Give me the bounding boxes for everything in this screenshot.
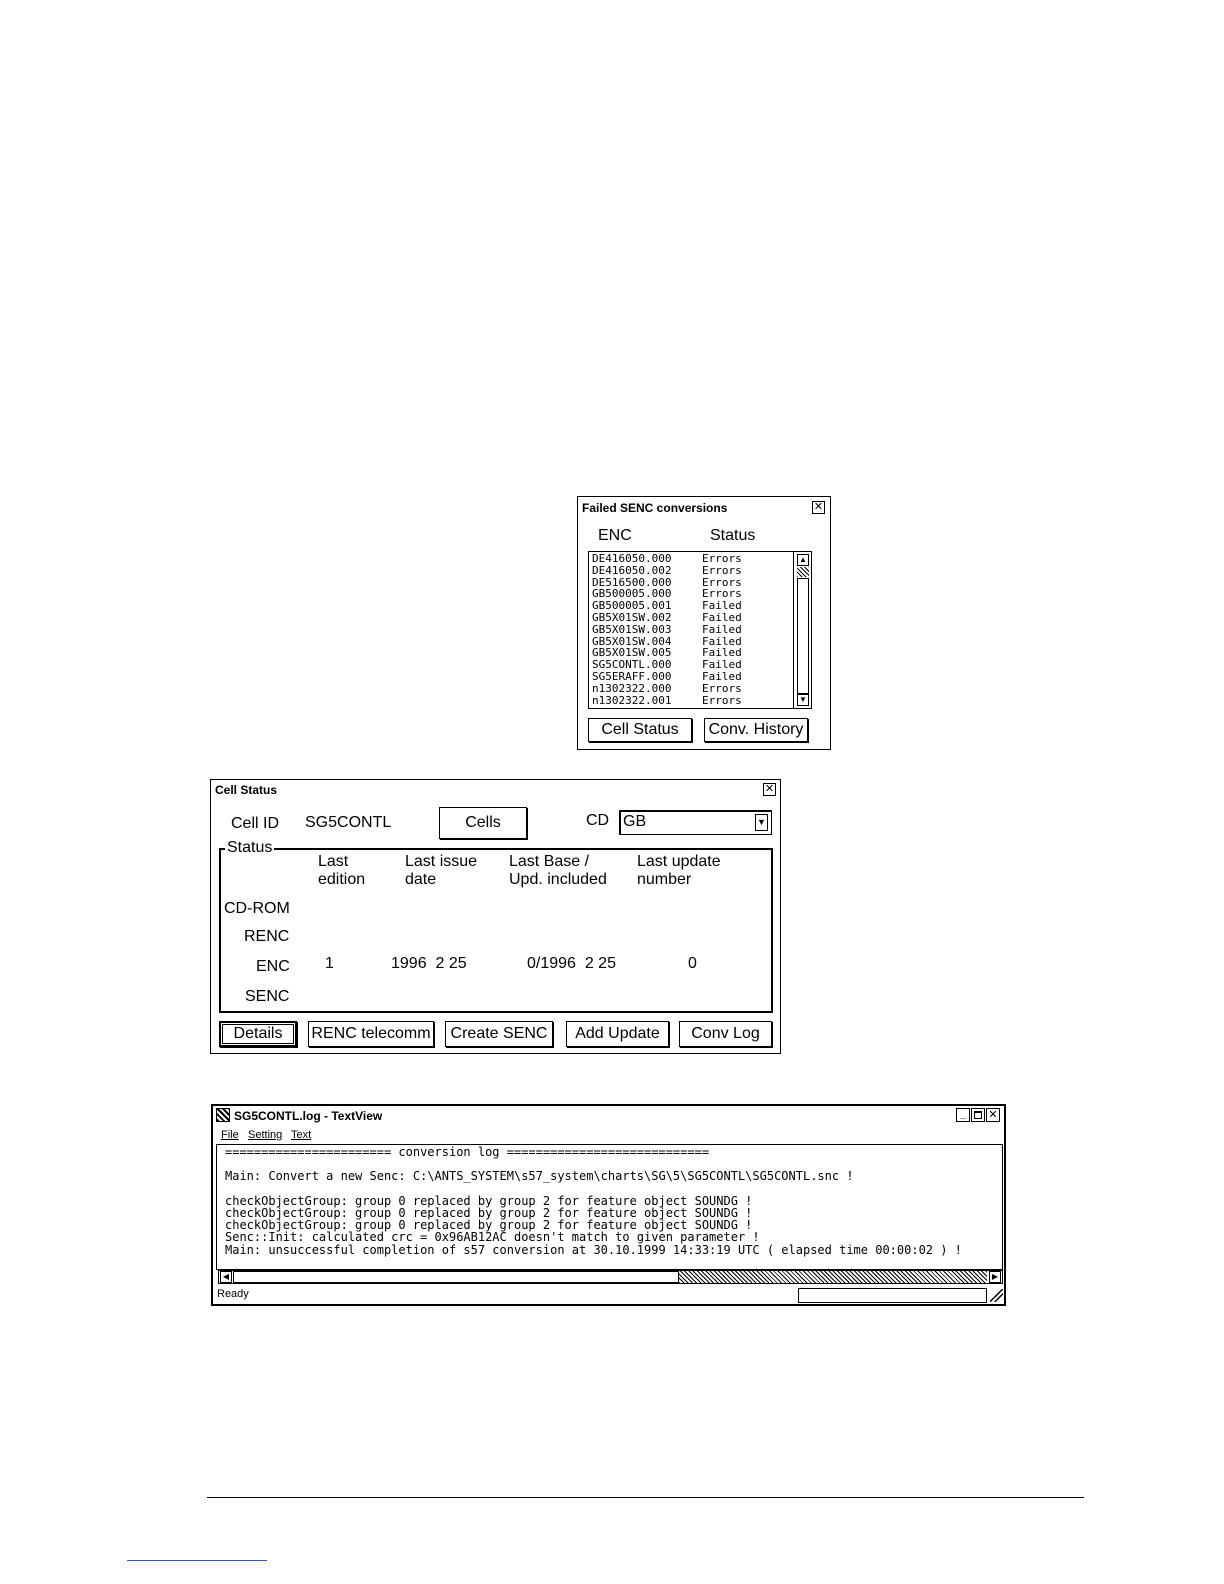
scroll-track[interactable] bbox=[679, 1271, 987, 1283]
log-line: Main: unsuccessful completion of s57 conversion at 30.10.1999 14:33:19 UTC ( elapsed time 00:00:02 ) ! bbox=[225, 1242, 962, 1257]
details-button-label: Details bbox=[222, 1024, 294, 1044]
col-header-status: Status bbox=[710, 527, 756, 544]
log-line: checkObjectGroup: group 0 replaced by group 2 for feature object SOUNDG ! bbox=[225, 1218, 753, 1233]
resize-grip-icon[interactable] bbox=[990, 1289, 1003, 1302]
list-item-status: Failed bbox=[702, 634, 742, 648]
cell-status-dialog bbox=[210, 779, 781, 1054]
chevron-down-icon[interactable]: ▼ bbox=[755, 814, 768, 831]
cell-id-label: Cell ID bbox=[231, 815, 280, 832]
renc-telecomm-button[interactable]: RENC telecomm bbox=[308, 1021, 434, 1047]
list-item-status: Errors bbox=[702, 575, 742, 589]
create-senc-button[interactable]: Create SENC bbox=[445, 1021, 553, 1047]
scroll-left-icon[interactable]: ◀ bbox=[220, 1271, 232, 1283]
list-item-enc[interactable]: GB5X01SW.004 bbox=[592, 634, 672, 648]
scroll-thumb[interactable] bbox=[233, 1271, 679, 1283]
scroll-right-icon[interactable]: ▶ bbox=[989, 1271, 1001, 1283]
list-item-status: Failed bbox=[702, 611, 742, 624]
cd-select-value: GB bbox=[623, 813, 647, 830]
list-item-status: Errors bbox=[702, 587, 742, 601]
close-icon[interactable]: ✕ bbox=[986, 1108, 1000, 1122]
list-item-status: Failed bbox=[702, 646, 742, 660]
failed-senc-title: Failed SENC conversions bbox=[582, 501, 728, 515]
header-last-update-1: Last update bbox=[637, 853, 721, 870]
header-last-edition-2: edition bbox=[318, 871, 366, 888]
textview-title: SG5CONTL.log - TextView bbox=[234, 1109, 383, 1123]
conv-log-button[interactable]: Conv Log bbox=[679, 1021, 772, 1047]
cell-status-button[interactable]: Cell Status bbox=[588, 718, 692, 742]
vertical-scrollbar[interactable] bbox=[793, 552, 812, 708]
failed-senc-dialog bbox=[577, 496, 831, 750]
list-item-status: Errors bbox=[702, 693, 742, 707]
list-item-enc[interactable]: GB500005.001 bbox=[592, 599, 672, 613]
row-label-cdrom: CD-ROM bbox=[224, 900, 290, 917]
close-icon[interactable]: ✕ bbox=[813, 501, 824, 513]
list-item-status: Failed bbox=[702, 599, 742, 613]
cell-status-title: Cell Status bbox=[215, 783, 278, 797]
enc-update-number-value: 0 bbox=[688, 955, 697, 972]
list-item-enc[interactable]: n1302322.000 bbox=[592, 681, 672, 695]
list-item-enc[interactable]: GB5X01SW.002 bbox=[592, 611, 672, 624]
header-last-edition-1: Last bbox=[318, 853, 349, 870]
status-group-label: Status bbox=[227, 839, 273, 856]
menu-setting[interactable]: Setting bbox=[248, 1129, 283, 1141]
conv-history-button[interactable]: Conv. History bbox=[704, 718, 808, 742]
failed-conversions-list[interactable] bbox=[588, 551, 812, 709]
scroll-thumb[interactable] bbox=[797, 567, 809, 577]
status-panel bbox=[798, 1288, 987, 1303]
cd-select[interactable] bbox=[619, 810, 772, 835]
app-icon bbox=[216, 1108, 230, 1122]
list-item-status: Failed bbox=[702, 670, 742, 683]
log-line: Main: Convert a new Senc: C:\ANTS_SYSTEM\s57_system\charts\SG\5\SG5CONTL\SG5CONTL.snc ! bbox=[225, 1169, 854, 1184]
list-item-enc[interactable]: GB5X01SW.003 bbox=[592, 622, 672, 636]
horizontal-scrollbar[interactable] bbox=[218, 1270, 1003, 1284]
enc-edition-value: 1 bbox=[325, 955, 334, 972]
log-line: Senc::Init: calculated crc = 0x96AB12AC doesn't match to given parameter ! bbox=[225, 1230, 760, 1245]
list-item-enc[interactable]: SG5CONTL.000 bbox=[592, 658, 672, 672]
footer-link-rule bbox=[127, 1560, 267, 1561]
list-item-enc[interactable]: GB5X01SW.005 bbox=[592, 646, 672, 660]
header-last-update-2: number bbox=[637, 871, 692, 888]
scroll-up-icon[interactable]: ▲ bbox=[797, 554, 809, 566]
header-last-base-1: Last Base / bbox=[509, 853, 590, 870]
enc-issue-date-value: 1996 2 25 bbox=[391, 955, 467, 972]
add-update-button[interactable]: Add Update bbox=[566, 1021, 669, 1047]
col-header-enc: ENC bbox=[598, 527, 632, 544]
details-button[interactable] bbox=[219, 1021, 297, 1047]
scroll-track[interactable] bbox=[797, 578, 809, 694]
list-item-enc[interactable]: n1302322.001 bbox=[592, 693, 672, 707]
minimize-icon[interactable]: _ bbox=[956, 1108, 970, 1122]
list-item-enc[interactable]: GB500005.000 bbox=[592, 587, 672, 601]
close-icon[interactable]: ✕ bbox=[764, 783, 775, 795]
list-item-status: Failed bbox=[702, 622, 742, 636]
list-item-status: Errors bbox=[702, 552, 742, 565]
cd-label: CD bbox=[586, 812, 610, 829]
list-item-enc[interactable]: DE516500.000 bbox=[592, 575, 672, 589]
list-item-status: Failed bbox=[702, 658, 742, 672]
menu-text[interactable]: Text bbox=[291, 1129, 312, 1141]
list-item-enc[interactable]: SG5ERAFF.000 bbox=[592, 670, 672, 683]
log-line: checkObjectGroup: group 0 replaced by group 2 for feature object SOUNDG ! bbox=[225, 1193, 753, 1208]
footer-rule bbox=[207, 1497, 1084, 1498]
scroll-down-icon[interactable]: ▼ bbox=[797, 694, 809, 706]
cell-id-value: SG5CONTL bbox=[305, 814, 392, 831]
enc-base-upd-value: 0/1996 2 25 bbox=[527, 955, 616, 972]
maximize-icon[interactable] bbox=[971, 1108, 985, 1122]
list-item-enc[interactable]: DE416050.002 bbox=[592, 563, 672, 577]
log-line: checkObjectGroup: group 0 replaced by group 2 for feature object SOUNDG ! bbox=[225, 1206, 753, 1220]
header-last-issue-1: Last issue bbox=[405, 853, 478, 870]
list-item-status: Errors bbox=[702, 681, 742, 695]
header-last-base-2: Upd. included bbox=[509, 871, 607, 888]
row-label-renc: RENC bbox=[244, 928, 290, 945]
log-line: ======================= conversion log ============================ bbox=[225, 1145, 710, 1159]
list-item-status: Errors bbox=[702, 563, 742, 577]
header-last-issue-2: date bbox=[405, 871, 437, 888]
status-text: Ready bbox=[217, 1288, 249, 1300]
list-item-enc[interactable]: DE416050.000 bbox=[592, 552, 672, 565]
log-text-area[interactable] bbox=[216, 1144, 1003, 1270]
textview-window bbox=[211, 1104, 1006, 1306]
row-label-senc: SENC bbox=[245, 988, 290, 1005]
menu-file[interactable]: File bbox=[221, 1129, 239, 1141]
cells-button[interactable]: Cells bbox=[439, 807, 527, 839]
row-label-enc: ENC bbox=[256, 958, 290, 975]
